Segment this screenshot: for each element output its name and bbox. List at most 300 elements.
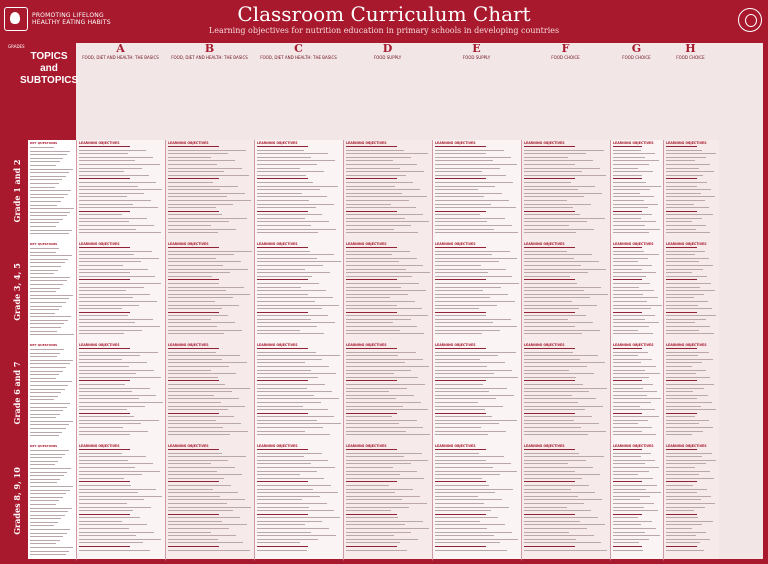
text-line <box>30 428 66 429</box>
subtopic-heading-line <box>79 312 130 313</box>
text-line <box>79 150 146 151</box>
text-line <box>168 330 242 331</box>
text-line <box>613 322 659 323</box>
text-line <box>79 478 124 479</box>
text-line <box>168 535 236 536</box>
text-line <box>346 478 424 479</box>
objective-cell <box>165 140 255 243</box>
text-line <box>30 356 57 357</box>
text-line <box>666 355 698 356</box>
text-line <box>524 196 584 197</box>
text-line <box>613 377 649 378</box>
text-line <box>524 388 607 389</box>
subtopic-heading-line <box>666 449 697 450</box>
text-line <box>79 294 150 295</box>
text-line <box>168 305 239 306</box>
text-line <box>666 370 706 371</box>
text-line <box>168 539 218 540</box>
objectives-title: LEARNING OBJECTIVES <box>168 141 209 145</box>
text-line <box>346 294 408 295</box>
text-line <box>346 308 422 309</box>
text-line <box>79 517 140 518</box>
text-line <box>79 510 133 511</box>
text-line <box>168 524 247 525</box>
text-line <box>666 157 706 158</box>
text-line <box>257 489 313 490</box>
text-line <box>613 485 657 486</box>
text-line <box>346 232 418 233</box>
objective-cell <box>343 342 433 445</box>
objective-text-block <box>255 145 344 237</box>
text-line <box>168 402 221 403</box>
text-line <box>257 214 322 215</box>
column-letter: D <box>382 42 393 55</box>
text-line <box>257 406 303 407</box>
column-header <box>76 43 165 71</box>
text-line <box>435 532 512 533</box>
text-line <box>79 322 135 323</box>
text-line <box>435 503 484 504</box>
text-line <box>79 254 134 255</box>
text-line <box>30 461 58 462</box>
subtopic-heading-line <box>346 481 397 482</box>
text-line <box>666 384 714 385</box>
text-line <box>30 363 70 364</box>
text-line <box>613 550 643 551</box>
column-heading: FOOD, DIET AND HEALTH: THE BASICS <box>82 55 159 60</box>
text-line <box>524 276 570 277</box>
text-line <box>30 435 59 436</box>
objective-text-block <box>664 145 719 237</box>
text-line <box>435 474 500 475</box>
text-line <box>168 485 231 486</box>
text-line <box>435 164 517 165</box>
text-line <box>524 168 600 169</box>
text-line <box>346 384 425 385</box>
objective-cell <box>76 342 166 445</box>
text-line <box>524 322 593 323</box>
text-line <box>79 402 163 403</box>
text-line <box>30 233 69 234</box>
grade-row <box>6 241 763 342</box>
text-line <box>435 171 482 172</box>
text-line <box>435 251 510 252</box>
text-line <box>613 467 659 468</box>
text-line <box>346 366 429 367</box>
text-line <box>79 431 148 432</box>
objective-cell <box>254 443 344 561</box>
text-line <box>79 453 122 454</box>
text-line <box>524 474 600 475</box>
objectives-title: LEARNING OBJECTIVES <box>346 444 387 448</box>
text-line <box>168 160 235 161</box>
objectives-title: LEARNING OBJECTIVES <box>257 343 298 347</box>
text-line <box>168 297 233 298</box>
text-line <box>257 398 339 399</box>
text-line <box>435 463 511 464</box>
text-line <box>666 416 695 417</box>
text-line <box>79 395 156 396</box>
text-line <box>79 175 149 176</box>
text-line <box>257 171 324 172</box>
text-line <box>666 297 694 298</box>
subtopic-heading-line <box>666 211 697 212</box>
text-line <box>524 402 578 403</box>
text-line <box>30 277 70 278</box>
text-line <box>524 319 568 320</box>
text-line <box>30 226 56 227</box>
subtopic-heading-line <box>524 279 575 280</box>
column-heading: FOOD CHOICE <box>551 55 580 60</box>
objective-cell <box>76 443 166 561</box>
text-line <box>30 248 59 249</box>
text-line <box>613 355 638 356</box>
text-line <box>30 493 66 494</box>
objectives-title: LEARNING OBJECTIVES <box>79 141 120 145</box>
text-line <box>79 362 147 363</box>
text-line <box>30 475 64 476</box>
topics-label-line-2: and <box>40 63 58 74</box>
objectives-title: LEARNING OBJECTIVES <box>613 242 654 246</box>
text-line <box>613 150 641 151</box>
text-line <box>613 366 656 367</box>
text-line <box>435 384 483 385</box>
objectives-title: LEARNING OBJECTIVES <box>79 242 120 246</box>
text-line <box>666 366 692 367</box>
text-line <box>435 193 502 194</box>
text-line <box>666 456 702 457</box>
text-line <box>257 471 317 472</box>
text-line <box>524 221 587 222</box>
grade-label-text: Grade 1 and 2 <box>12 159 22 222</box>
text-line <box>346 315 428 316</box>
text-line <box>168 550 250 551</box>
text-line <box>168 315 228 316</box>
grade-label-text: Grade 6 and 7 <box>12 361 22 424</box>
text-line <box>168 460 228 461</box>
text-line <box>613 423 638 424</box>
text-line <box>257 496 320 497</box>
text-line <box>524 265 581 266</box>
text-line <box>435 492 495 493</box>
subtopic-heading-line <box>168 247 219 248</box>
text-line <box>613 409 655 410</box>
text-line <box>435 528 487 529</box>
text-line <box>257 550 307 551</box>
text-line <box>524 200 567 201</box>
question-text-block <box>28 146 76 238</box>
column-header <box>165 43 254 71</box>
text-line <box>79 406 145 407</box>
text-line <box>666 496 711 497</box>
text-line <box>666 373 696 374</box>
subtopic-heading-line <box>257 178 308 179</box>
text-line <box>30 288 60 289</box>
text-line <box>666 193 701 194</box>
text-line <box>168 171 224 172</box>
text-line <box>168 521 222 522</box>
subtopic-heading-line <box>257 380 308 381</box>
text-line <box>613 542 639 543</box>
text-line <box>257 456 304 457</box>
text-line <box>666 160 695 161</box>
text-line <box>435 539 518 540</box>
text-line <box>257 182 313 183</box>
objective-text-block <box>77 145 166 237</box>
grade-row <box>6 140 763 241</box>
key-questions-cell <box>28 140 76 243</box>
text-line <box>168 269 248 270</box>
objective-text-block <box>166 347 255 439</box>
text-line <box>524 467 593 468</box>
objective-text-block <box>166 448 255 554</box>
text-line <box>257 276 312 277</box>
text-line <box>613 153 655 154</box>
text-line <box>524 171 582 172</box>
text-line <box>613 539 649 540</box>
text-line <box>524 294 608 295</box>
text-line <box>79 305 139 306</box>
text-line <box>257 297 333 298</box>
objective-text-block <box>433 145 522 237</box>
text-line <box>257 207 316 208</box>
text-line <box>666 182 707 183</box>
subtopic-heading-line <box>257 449 308 450</box>
text-line <box>346 460 428 461</box>
text-line <box>79 186 138 187</box>
text-line <box>346 503 427 504</box>
subtopic-heading-line <box>79 279 130 280</box>
text-line <box>613 221 656 222</box>
text-line <box>257 290 326 291</box>
text-line <box>524 528 587 529</box>
text-line <box>257 272 330 273</box>
subtopic-heading-line <box>435 546 486 547</box>
text-line <box>30 360 73 361</box>
text-line <box>524 471 575 472</box>
text-line <box>524 164 575 165</box>
text-line <box>666 221 692 222</box>
text-line <box>257 326 317 327</box>
objective-cell <box>343 241 433 344</box>
text-line <box>435 204 491 205</box>
objective-text-block <box>255 246 344 338</box>
text-line <box>257 528 329 529</box>
subtopic-heading-line <box>435 413 486 414</box>
text-line <box>257 542 300 543</box>
text-line <box>346 467 393 468</box>
text-line <box>346 377 418 378</box>
subtopic-heading-line <box>79 146 130 147</box>
subtopic-heading-line <box>435 449 486 450</box>
objective-text-block <box>77 246 166 338</box>
text-line <box>257 453 322 454</box>
objective-cell <box>165 241 255 344</box>
text-line <box>435 265 481 266</box>
text-line <box>168 232 218 233</box>
text-line <box>168 175 249 176</box>
text-line <box>346 186 395 187</box>
text-line <box>168 423 241 424</box>
text-line <box>79 287 144 288</box>
objective-text-block <box>344 347 433 439</box>
text-line <box>79 261 141 262</box>
text-line <box>524 521 580 522</box>
column-header <box>663 43 718 71</box>
text-line <box>524 330 600 331</box>
text-line <box>257 463 311 464</box>
text-line <box>168 214 222 215</box>
text-line <box>666 276 707 277</box>
subtopic-heading-line <box>613 178 642 179</box>
subtopic-heading-line <box>168 481 219 482</box>
text-line <box>79 467 135 468</box>
text-line <box>257 391 332 392</box>
text-line <box>346 153 428 154</box>
text-line <box>30 472 67 473</box>
text-line <box>666 463 706 464</box>
text-line <box>435 218 505 219</box>
text-line <box>524 182 571 183</box>
text-line <box>613 456 641 457</box>
text-line <box>613 521 652 522</box>
text-line <box>524 456 604 457</box>
text-line <box>168 193 245 194</box>
text-line <box>30 270 58 271</box>
text-line <box>346 200 409 201</box>
text-line <box>346 406 403 407</box>
subtopic-heading-line <box>524 348 575 349</box>
text-line <box>524 398 596 399</box>
text-line <box>79 171 124 172</box>
objective-text-block <box>433 347 522 439</box>
text-line <box>257 254 334 255</box>
subtopic-heading-line <box>435 178 486 179</box>
objective-text-block <box>664 347 719 439</box>
text-line <box>168 153 228 154</box>
text-line <box>168 200 251 201</box>
text-line <box>524 333 582 334</box>
text-line <box>524 391 589 392</box>
text-line <box>168 254 234 255</box>
text-line <box>613 297 658 298</box>
text-line <box>666 189 711 190</box>
text-line <box>30 371 63 372</box>
text-line <box>257 521 322 522</box>
text-line <box>168 272 230 273</box>
text-line <box>30 151 70 152</box>
text-line <box>435 366 487 367</box>
text-line <box>168 370 211 371</box>
objective-cell <box>254 342 344 445</box>
question-text-block <box>28 247 76 339</box>
objectives-title: LEARNING OBJECTIVES <box>346 141 387 145</box>
subtopic-heading-line <box>666 348 697 349</box>
text-line <box>666 171 714 172</box>
subtopic-heading-line <box>524 449 575 450</box>
text-line <box>168 186 238 187</box>
column-header <box>432 43 521 71</box>
text-line <box>79 164 160 165</box>
column-heading: FOOD CHOICE <box>676 55 705 60</box>
text-line <box>346 164 417 165</box>
text-line <box>346 287 401 288</box>
text-line <box>168 517 240 518</box>
subtopic-heading-line <box>666 312 697 313</box>
text-line <box>613 319 645 320</box>
text-line <box>168 265 223 266</box>
text-line <box>613 416 659 417</box>
text-line <box>30 183 59 184</box>
subtopic-heading-line <box>666 247 697 248</box>
objective-text-block <box>344 145 433 237</box>
subtopic-heading-line <box>257 546 308 547</box>
objective-cell <box>343 443 433 561</box>
subtopic-heading-line <box>524 413 575 414</box>
text-line <box>666 207 709 208</box>
subtopic-heading-line <box>79 546 130 547</box>
text-line <box>666 524 702 525</box>
text-line <box>346 542 400 543</box>
text-line <box>79 168 142 169</box>
text-line <box>613 330 638 331</box>
subtopic-heading-line <box>524 211 575 212</box>
text-line <box>613 532 645 533</box>
text-line <box>346 196 427 197</box>
text-line <box>435 423 499 424</box>
text-line <box>257 330 300 331</box>
text-line <box>346 420 417 421</box>
text-line <box>346 423 399 424</box>
objectives-title: LEARNING OBJECTIVES <box>666 343 707 347</box>
text-line <box>666 362 702 363</box>
subtopic-heading-line <box>524 178 575 179</box>
objectives-title: LEARNING OBJECTIVES <box>613 444 654 448</box>
text-line <box>30 529 70 530</box>
text-line <box>435 232 518 233</box>
text-line <box>257 186 338 187</box>
text-line <box>79 251 152 252</box>
text-line <box>346 496 420 497</box>
text-line <box>435 395 514 396</box>
subtopic-heading-line <box>79 211 130 212</box>
objective-text-block <box>664 246 719 338</box>
text-line <box>168 427 223 428</box>
objectives-title: LEARNING OBJECTIVES <box>524 343 565 347</box>
text-line <box>79 539 161 540</box>
text-line <box>30 479 60 480</box>
text-line <box>346 402 421 403</box>
text-line <box>613 373 660 374</box>
text-line <box>79 290 126 291</box>
text-line <box>30 309 59 310</box>
subtopic-heading-line <box>79 413 130 414</box>
text-line <box>666 225 706 226</box>
text-line <box>524 384 583 385</box>
text-line <box>666 492 697 493</box>
objective-text-block <box>166 246 255 338</box>
subtopic-heading-line <box>168 413 219 414</box>
key-questions-cell <box>28 342 76 445</box>
text-line <box>346 391 389 392</box>
text-line <box>346 221 429 222</box>
text-line <box>666 528 692 529</box>
text-line <box>79 283 161 284</box>
objective-cell <box>432 342 522 445</box>
text-line <box>613 175 642 176</box>
text-line <box>346 305 397 306</box>
logo-text-line-2: HEALTHY EATING HABITS <box>32 19 111 26</box>
